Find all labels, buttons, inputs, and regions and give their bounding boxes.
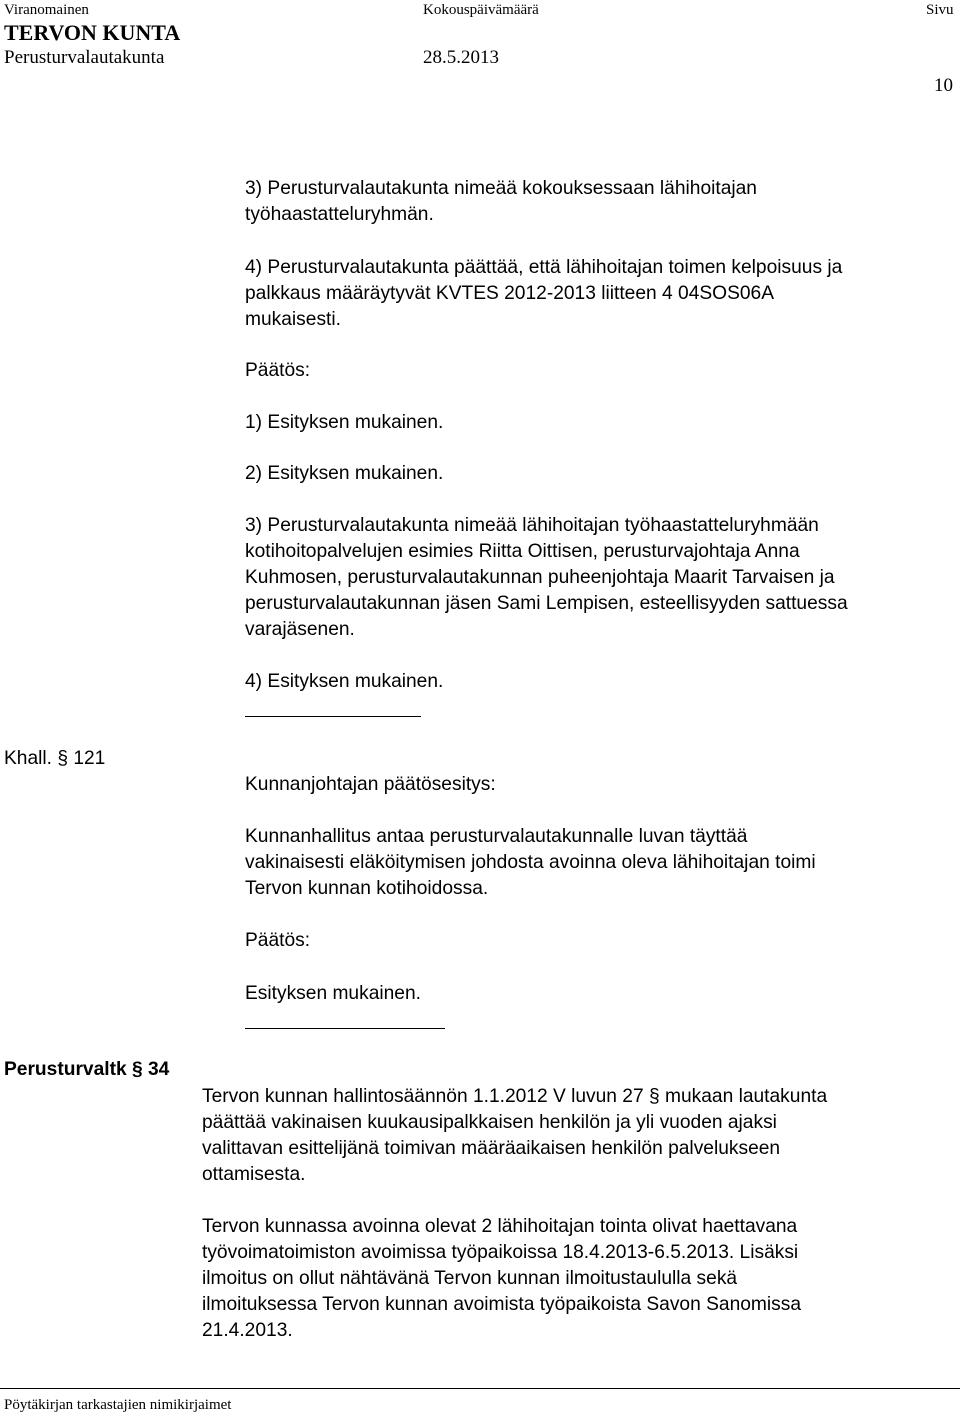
- para2-line5: 21.4.2013.: [202, 1320, 293, 1341]
- decision-item4: 4) Esityksen mukainen.: [245, 671, 444, 692]
- header-body: Perusturvalautakunta: [4, 47, 165, 68]
- para2-line4: ilmoituksessa Tervon kunnan avoimista työpaikoista Savon Sanomissa: [202, 1294, 802, 1315]
- header-page-label: Sivu: [926, 2, 954, 18]
- section-perusturvaltk: Perusturvaltk § 34: [4, 1059, 170, 1080]
- decision-item3-line4: perusturvalautakunnan jäsen Sami Lempisen, esteellisyyden sattuessa: [245, 593, 848, 614]
- proposal-line1: Kunnanhallitus antaa perusturvalautakunnalle luvan täyttää: [245, 826, 748, 847]
- item3-line1: 3) Perusturvalautakunta nimeää kokouksessaan lähihoitajan: [245, 178, 757, 199]
- separator-rule: [245, 716, 421, 717]
- proposal-line3: Tervon kunnan kotihoidossa.: [245, 878, 489, 899]
- para1-line1: Tervon kunnan hallintosäännön 1.1.2012 V luvun 27 § mukaan lautakunta: [202, 1086, 828, 1107]
- para2-line2: työvoimatoimiston avoimissa työpaikoissa 18.4.2013-6.5.2013. Lisäksi: [202, 1242, 799, 1263]
- item3-line2: työhaastatteluryhmän.: [245, 204, 434, 225]
- decision-label-2: Päätös:: [245, 930, 311, 951]
- para1-line4: ottamisesta.: [202, 1164, 306, 1185]
- decision-item3-line3: Kuhmosen, perusturvalautakunnan puheenjohtaja Maarit Tarvaisen ja: [245, 567, 835, 588]
- header-organisation: TERVON KUNTA: [4, 20, 181, 45]
- para2-line1: Tervon kunnassa avoinna olevat 2 lähihoitajan tointa olivat haettavana: [202, 1216, 798, 1237]
- decision-2: Esityksen mukainen.: [245, 983, 421, 1004]
- proposal-label: Kunnanjohtajan päätösesitys:: [245, 774, 496, 795]
- section-khall: Khall. § 121: [4, 748, 106, 769]
- page-number: 10: [934, 75, 953, 96]
- para1-line3: valittavan esittelijänä toimivan määräaikaisen henkilön palvelukseen: [202, 1138, 781, 1159]
- decision-item3-line1: 3) Perusturvalautakunta nimeää lähihoitajan työhaastatteluryhmään: [245, 515, 819, 536]
- header-date: 28.5.2013: [423, 47, 499, 68]
- item4-line3: mukaisesti.: [245, 309, 341, 330]
- item4-line2: palkkaus määräytyvät KVTES 2012-2013 liitteen 4 04SOS06A: [245, 283, 775, 304]
- header-meeting-date-label: Kokouspäivämäärä: [423, 2, 539, 18]
- decision-label: Päätös:: [245, 360, 311, 381]
- proposal-line2: vakinaisesti eläköitymisen johdosta avoinna oleva lähihoitajan toimi: [245, 852, 816, 873]
- separator-rule-2: [245, 1028, 445, 1029]
- decision-item3-line2: kotihoitopalvelujen esimies Riitta Oittisen, perusturvajohtaja Anna: [245, 541, 800, 562]
- decision-item3-line5: varajäsenen.: [245, 619, 355, 640]
- footer-initials-label: Pöytäkirjan tarkastajien nimikirjaimet: [4, 1397, 232, 1413]
- footer-rule: [0, 1388, 960, 1389]
- item4-line1: 4) Perusturvalautakunta päättää, että lähihoitajan toimen kelpoisuus ja: [245, 257, 843, 278]
- para1-line2: päättää vakinaisen kuukausipalkkaisen henkilön ja yli vuoden ajaksi: [202, 1112, 777, 1133]
- decision-item1: 1) Esityksen mukainen.: [245, 412, 444, 433]
- header-authority-label: Viranomainen: [4, 2, 89, 18]
- para2-line3: ilmoitus on ollut nähtävänä Tervon kunnan ilmoitustaululla sekä: [202, 1268, 738, 1289]
- decision-item2: 2) Esityksen mukainen.: [245, 463, 444, 484]
